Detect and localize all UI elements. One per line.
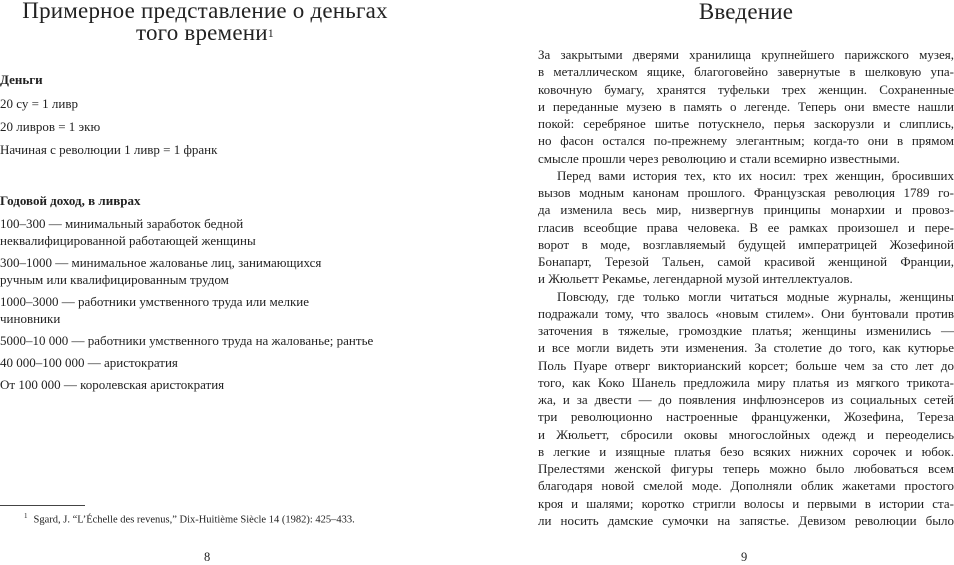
money-item: Начиная с революции 1 ливр = 1 франк bbox=[0, 142, 218, 157]
income-item: 40 000–100 000 — аристократия bbox=[0, 355, 178, 370]
footnote bbox=[24, 510, 355, 527]
footnote-text: Sgard, J. “L’Échelle des revenus,” Dix-Huitième Siècle 14 (1982): 425–433. bbox=[33, 514, 355, 526]
footnote-divider bbox=[0, 505, 85, 506]
left-page bbox=[0, 0, 470, 563]
text-line: Повсюду, где только могли читаться модные журналы, женщины bbox=[557, 288, 954, 304]
text-line: три революционно настроенные француженки, Жозефина, Тереза bbox=[538, 409, 954, 425]
text-line: ковочную бумагу, хранятся туфельки трех женщин. Сохраненные bbox=[538, 81, 954, 97]
income-item: 100–300 — минимальный заработок бедной неквалифицированной работающей женщины bbox=[0, 216, 256, 248]
text-line: да изменила весь мир, низвергнув принципы монархии и провоз- bbox=[538, 202, 954, 218]
text-line: Прелестями женской фигуры теперь можно было любоваться всем bbox=[538, 461, 954, 476]
title-line-2: того времени bbox=[136, 20, 268, 45]
money-item: 20 су = 1 ливр bbox=[0, 96, 79, 111]
money-section bbox=[0, 71, 420, 158]
money-heading: Деньги bbox=[0, 72, 43, 87]
text-line: подражали тому, что звалось «новым стилем». Они бунтовали против bbox=[538, 305, 954, 321]
income-item: 5000–10 000 — работники умственного труда на жалованье; рантье bbox=[0, 333, 374, 348]
title-footnote-mark: 1 bbox=[267, 26, 274, 40]
income-section bbox=[0, 192, 420, 393]
title-line-1: Примерное представление о деньгах bbox=[22, 0, 388, 23]
text-line: заточения в тяжелые, громоздкие платья; женщины изменились — bbox=[538, 323, 954, 338]
income-item: От 100 000 — королевская аристократия bbox=[0, 377, 225, 392]
footnote-mark: 1 bbox=[24, 512, 28, 520]
text-line: и переданные музею в память о легенде. Теперь они вместе нашли bbox=[538, 98, 954, 114]
text-line: того, как Коко Шанель предложила миру платья из мягкого трикота- bbox=[538, 374, 954, 390]
text-line: смысле прошли через революцию и стали всемирно известными. bbox=[538, 150, 900, 166]
text-line: благодаря новой смелой моде. Дополняли облик жакетами простого bbox=[538, 478, 954, 494]
page-number-left: 8 bbox=[204, 550, 211, 564]
text-line: ли носить дамские сумочки на запястье. Девизом революции было bbox=[538, 512, 954, 528]
money-item: 20 ливров = 1 экю bbox=[0, 119, 101, 134]
text-line: в легкие и изящные платья безо всяких нижних сорочек и юбок. bbox=[538, 443, 954, 459]
text-line: ворот в моде, возглавляемый будущей императрицей Жозефиной bbox=[538, 236, 954, 252]
text-line: в металлическом ящике, благоговейно завернутые в шелковую упа- bbox=[538, 64, 954, 80]
left-page-title bbox=[0, 0, 410, 44]
income-heading: Годовой доход, в ливрах bbox=[0, 193, 141, 208]
income-item: 1000–3000 — работники умственного труда или мелкие чиновники bbox=[0, 294, 310, 326]
text-line: жа, и за двести — до появления инфлюэнсеров из социальных сетей bbox=[538, 392, 954, 407]
text-line: За закрытыми дверями хранилища крупнейшего парижского музея, bbox=[538, 47, 954, 62]
text-line: но фасон остался по-прежнему элегантным; когда-то они в прямом bbox=[538, 133, 954, 149]
text-line: вызов модным канонам прошлого. Французская революция 1789 го- bbox=[538, 185, 954, 200]
text-line: Перед вами история тех, кто их носил: трех женщин, бросивших bbox=[557, 167, 954, 183]
right-page-title: Введение bbox=[698, 0, 794, 24]
text-line: и Жюльетт, сбросили оковы многослойных одежд и переоделись bbox=[538, 426, 954, 442]
text-line: и все могли видеть эти изменения. За столетие до того, как кутюрье bbox=[538, 340, 954, 356]
text-line: покой: серебряное шитье потускнело, перья заскорузли и слиплись, bbox=[538, 116, 954, 131]
text-line: и Жюльетт Рекамье, легендарной музой интеллектуалов. bbox=[538, 271, 853, 287]
right-page bbox=[538, 0, 954, 563]
text-line: Бонапарт, Терезой Тальен, самой красивой женщиной Франции, bbox=[538, 254, 954, 269]
text-line: кроя и шалями; коротко стригли волосы и первыми в истории ста- bbox=[538, 495, 954, 511]
page-number-right: 9 bbox=[741, 550, 748, 564]
income-item: 300–1000 — минимальное жалованье лиц, занимающихся ручным или квалифицированным трудом bbox=[0, 255, 322, 287]
text-line: гласив всеобщие права человека. В ее рамках произошел и пере- bbox=[538, 219, 954, 235]
text-line: Поль Пуаре отверг викторианский корсет; больше чем за сто лет до bbox=[538, 357, 954, 373]
body-text bbox=[538, 46, 954, 529]
